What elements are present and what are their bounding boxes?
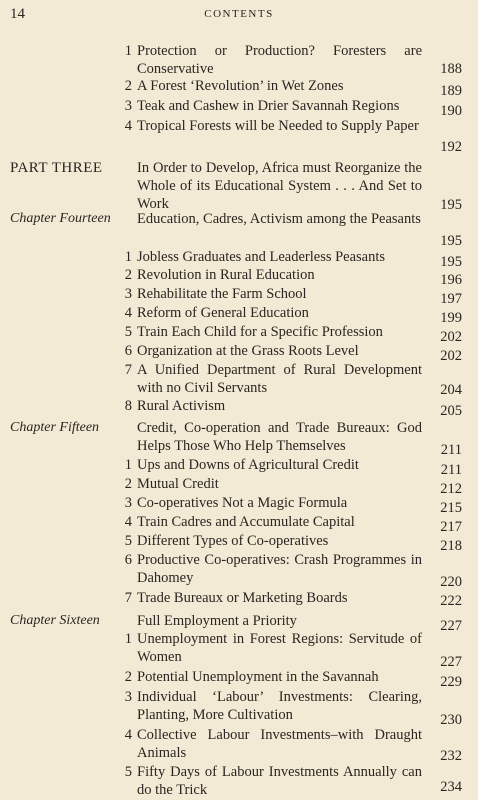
toc-entry-number: 2 <box>124 669 132 685</box>
toc-entry-number: 3 <box>124 495 132 511</box>
toc-entry-title: Credit, Co-operation and Trade Bureaux: God Helps Those Who Help Themselves <box>137 420 422 454</box>
running-head: CONTENTS <box>204 8 274 20</box>
toc-entry-number: 3 <box>124 98 132 114</box>
toc-entry-number: 1 <box>124 249 132 265</box>
toc-section-label: PART THREE <box>10 160 103 176</box>
toc-section-label: Chapter Fourteen <box>10 211 111 226</box>
toc-page-number: 211 <box>440 462 462 478</box>
toc-entry-number: 2 <box>124 267 132 283</box>
toc-entry-number: 4 <box>124 118 132 134</box>
toc-page-number: 195 <box>440 233 462 249</box>
toc-page-number: 220 <box>440 574 462 590</box>
toc-page-number: 211 <box>440 442 462 458</box>
toc-entry-title: Organization at the Grass Roots Level <box>137 343 359 359</box>
toc-entry-title: Ups and Downs of Agricultural Credit <box>137 457 359 473</box>
toc-entry-title: Rural Activism <box>137 398 226 414</box>
toc-page-number: 195 <box>440 197 462 213</box>
toc-page-number: 204 <box>440 382 462 398</box>
toc-entry-title: A Forest ‘Revolution’ in Wet Zones <box>137 78 344 94</box>
toc-entry-title: A Unified Department of Rural Development with no Civil Servants <box>137 362 422 396</box>
toc-entry-title: Unemployment in Forest Regions: Servitude of Women <box>137 631 422 665</box>
toc-page-number: 230 <box>440 712 462 728</box>
toc-entry-title: Train Cadres and Accumulate Capital <box>137 514 355 530</box>
toc-entry-title: Individual ‘Labour’ Investments: Clearing, Planting, More Cultivation <box>137 689 422 723</box>
toc-entry-number: 4 <box>124 514 132 530</box>
toc-entry-title: Full Employment a Priority <box>137 613 297 629</box>
toc-page-number: 189 <box>440 83 462 99</box>
toc-entry-number: 3 <box>124 286 132 302</box>
toc-entry-title: Rehabilitate the Farm School <box>137 286 307 302</box>
toc-page-number: 195 <box>440 254 462 270</box>
toc-page-number: 199 <box>440 310 462 326</box>
toc-entry-title: Education, Cadres, Activism among the Peasants <box>137 211 421 227</box>
toc-entry-title: Trade Bureaux or Marketing Boards <box>137 590 348 606</box>
toc-page-number: 222 <box>440 593 462 609</box>
page-number: 14 <box>10 6 25 22</box>
toc-entry-title: Tropical Forests will be Needed to Supply Paper <box>137 118 419 134</box>
toc-page-number: 227 <box>440 618 462 634</box>
toc-entry-number: 8 <box>124 398 132 414</box>
toc-entry-number: 1 <box>124 43 132 59</box>
toc-entry-title: Protection or Production? Foresters are Conservative <box>137 43 422 77</box>
toc-page-number: 229 <box>440 674 462 690</box>
toc-section-label: Chapter Fifteen <box>10 420 100 435</box>
toc-entry-title: Potential Unemployment in the Savannah <box>137 669 379 685</box>
toc-entry-title: Fifty Days of Labour Investments Annually can do the Trick <box>137 764 422 798</box>
toc-entry-number: 1 <box>124 457 132 473</box>
toc-entry-title: Jobless Graduates and Leaderless Peasants <box>137 249 386 265</box>
toc-entry-title: Revolution in Rural Education <box>137 267 315 283</box>
toc-entry-number: 6 <box>124 343 132 359</box>
toc-page-number: 197 <box>440 291 462 307</box>
toc-entry-number: 7 <box>124 590 132 606</box>
toc-entry-title: Collective Labour Investments–with Draught Animals <box>137 727 422 761</box>
toc-entry-number: 2 <box>124 78 132 94</box>
page-header <box>0 6 478 28</box>
toc-page-number: 234 <box>440 779 462 795</box>
toc-entry-title: Productive Co-operatives: Crash Programmes in Dahomey <box>137 552 422 586</box>
toc-page-number: 190 <box>440 103 462 119</box>
toc-page-number: 192 <box>440 139 462 155</box>
toc-page-number: 212 <box>440 481 462 497</box>
toc-entry-title: Teak and Cashew in Drier Savannah Regions <box>137 98 400 114</box>
toc-entry-title: Different Types of Co-operatives <box>137 533 329 549</box>
toc-entry-number: 5 <box>124 324 132 340</box>
toc-page-number: 215 <box>440 500 462 516</box>
toc-entry-number: 5 <box>124 533 132 549</box>
toc-entry-title: Co-operatives Not a Magic Formula <box>137 495 348 511</box>
toc-entry-number: 1 <box>124 631 132 647</box>
toc-page-number: 232 <box>440 748 462 764</box>
toc-entry-title: Mutual Credit <box>137 476 219 492</box>
toc-page-number: 217 <box>440 519 462 535</box>
toc-entry-number: 4 <box>124 305 132 321</box>
toc-page-number: 202 <box>440 348 462 364</box>
toc-page-number: 188 <box>440 61 462 77</box>
toc-entry-number: 3 <box>124 689 132 705</box>
toc-entry-title: Train Each Child for a Specific Profession <box>137 324 383 340</box>
toc-entry-number: 7 <box>124 362 132 378</box>
toc-page-number: 218 <box>440 538 462 554</box>
toc-entry-title: In Order to Develop, Africa must Reorganize the Whole of its Educational System . . . And Set to Work <box>137 160 422 212</box>
toc-page-number: 196 <box>440 272 462 288</box>
toc-section-label: Chapter Sixteen <box>10 613 100 628</box>
toc-entry-number: 4 <box>124 727 132 743</box>
toc-page-number: 202 <box>440 329 462 345</box>
toc-page-number: 205 <box>440 403 462 419</box>
toc-entry-number: 5 <box>124 764 132 780</box>
toc-entry-title: Reform of General Education <box>137 305 309 321</box>
toc-page-number: 227 <box>440 654 462 670</box>
toc-entry-number: 6 <box>124 552 132 568</box>
toc-entry-number: 2 <box>124 476 132 492</box>
